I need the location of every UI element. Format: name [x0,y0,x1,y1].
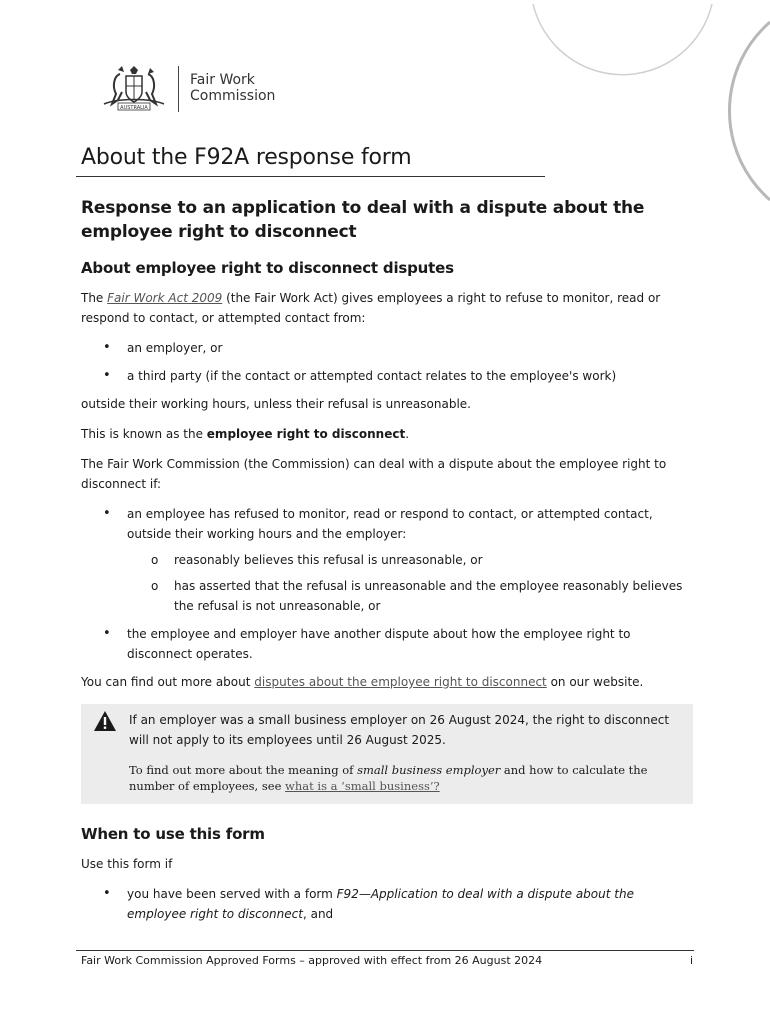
logo-line-2: Commission [190,88,276,104]
notice-more-prefix: To find out more about the meaning of [129,763,358,777]
page-title: About the F92A response form [81,145,412,170]
known-as-paragraph [81,424,693,444]
list-item: • a third party (if the contact or attempted contact relates to the employee's work) [81,366,693,386]
list-item: • the employee and employer have another dispute about how the employee right to disconnect operates. [81,624,693,664]
fair-work-commission-logo [98,64,288,116]
commission-intro: The Fair Work Commission (the Commission) can deal with a dispute about the employee right to disconnect if: [81,457,667,491]
notice-term: small business employer [357,763,501,777]
form-name: F92—Application to deal with a dispute about the employee right to disconnect [127,887,634,921]
use-conditions-list [81,884,693,924]
disputes-link[interactable]: disputes about the employee right to disconnect [254,675,547,689]
notice-text: If an employer was a small business employer on 26 August 2024, the right to disconnect will not apply to its employees until 26 August 2025. [129,713,670,747]
small-business-link[interactable]: what is a ‘small business’? [285,779,440,793]
notice-more-middle: and how to calculate the number of employees, see [129,763,648,793]
find-out-prefix: You can find out more about [81,675,255,689]
list-item: o has asserted that the refusal is unreasonable and the employee reasonably believes the refusal is not unreasonable, or [127,576,693,616]
intro-suffix: (the Fair Work Act) gives employees a right to refuse to monitor, read or respond to contact, or attempted contact from: [81,291,661,325]
footer-rule [76,950,694,951]
list-item: • an employer, or [81,338,693,358]
page-number: i [689,954,693,967]
contact-from-list [81,338,693,386]
logo-wordmark [190,72,275,104]
use-if-text: Use this form if [81,857,173,871]
crest-banner-text: AUSTRALIA [120,105,148,111]
outside-hours-text: outside their working hours, unless their refusal is unreasonable. [81,397,471,411]
main-content [81,196,693,932]
use-item-suffix: , and [302,907,334,921]
notice-more-info [129,762,679,794]
fair-work-act-link[interactable]: Fair Work Act 2009 [107,291,223,305]
known-as-prefix: This is known as the [81,427,207,441]
condition-first: an employee has refused to monitor, read or respond to contact, or attempted contact, outside their working hours and the employer: [127,507,653,541]
subheading-when-to-use: When to use this form [81,825,265,843]
intro-prefix: The [81,291,108,305]
list-item [81,504,693,616]
list-item [81,884,693,924]
subheading-about-disputes: About employee right to disconnect disputes [81,259,454,277]
footer-text: Fair Work Commission Approved Forms – approved with effect from 26 August 2024 [81,954,543,967]
warning-icon [93,710,117,732]
logo-line-1: Fair Work [190,72,255,88]
coat-of-arms-icon [98,64,170,112]
title-underline [76,176,545,177]
known-as-suffix: . [405,427,410,441]
known-as-term: employee right to disconnect [206,427,406,441]
logo-divider [178,66,179,112]
find-out-suffix: on our website. [546,675,644,689]
small-business-notice [81,704,693,804]
page-footer [81,953,693,969]
section-heading: Response to an application to deal with a dispute about the employee right to disconnect [81,198,645,242]
use-item-prefix: you have been served with a form [127,887,337,901]
employer-belief-sublist [127,550,693,616]
intro-paragraph [81,288,693,328]
conditions-list [81,504,693,664]
list-item: o reasonably believes this refusal is unreasonable, or [127,550,693,570]
find-out-more-paragraph [81,672,693,692]
